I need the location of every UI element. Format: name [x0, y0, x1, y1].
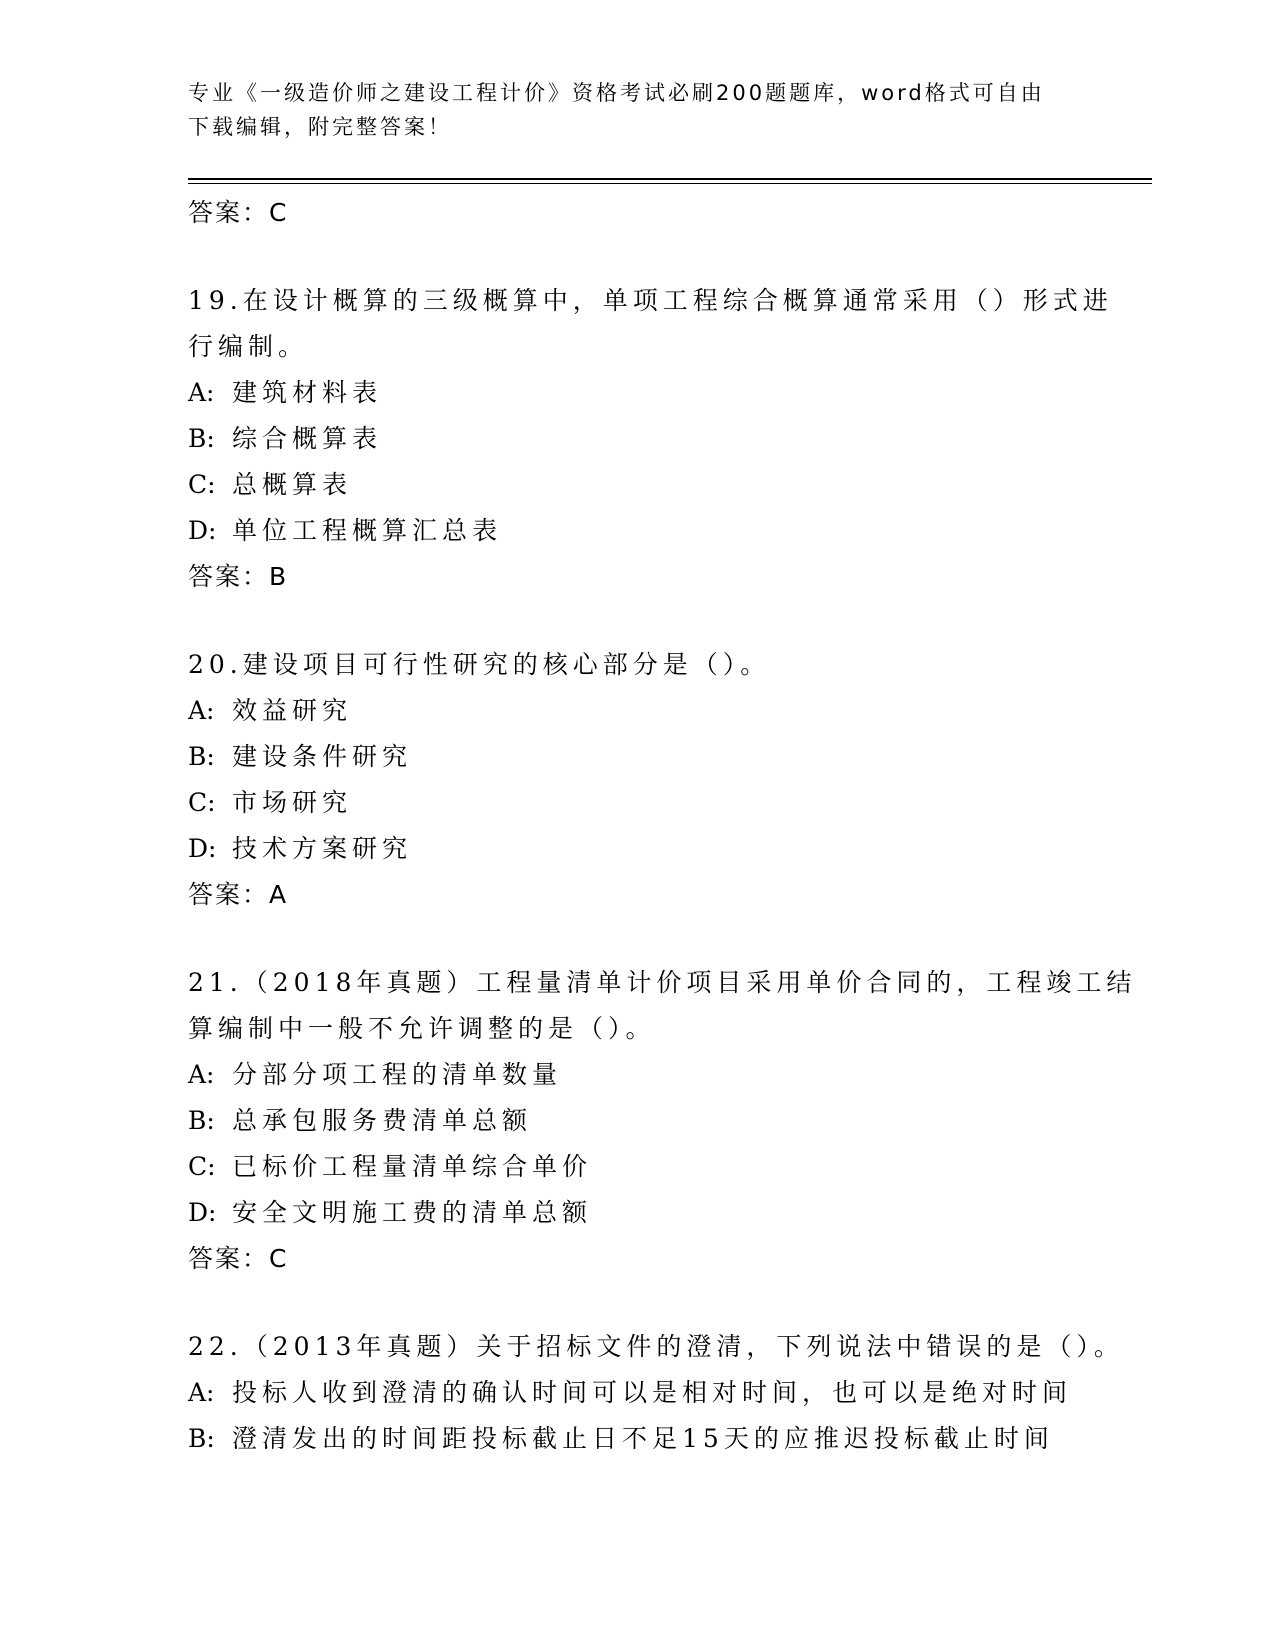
answer-line: 答案：A: [188, 880, 289, 909]
option-letter: A:: [188, 378, 215, 407]
option-letter: B:: [188, 1106, 215, 1135]
option-text: 技术方案研究: [232, 834, 413, 863]
question-19: [188, 278, 1113, 600]
option-text: 建筑材料表: [232, 378, 383, 407]
option-a: [188, 688, 1088, 734]
question-stem: 21.（2018年真题）工程量清单计价项目采用单价合同的，工程竣工结: [188, 968, 1137, 997]
option-b: [188, 1416, 1088, 1462]
header-divider-thin: [188, 183, 1152, 184]
option-c: [188, 780, 1088, 826]
option-letter: D:: [188, 1198, 217, 1227]
option-c: [188, 462, 1088, 508]
option-d: [188, 508, 1088, 554]
option-letter: C:: [188, 788, 216, 817]
option-letter: B:: [188, 424, 215, 453]
option-text: 安全文明施工费的清单总额: [232, 1198, 593, 1227]
option-text: 总概算表: [232, 470, 353, 499]
header-divider-thick: [188, 178, 1152, 180]
option-text: 已标价工程量清单综合单价: [232, 1152, 593, 1181]
option-text: 总承包服务费清单总额: [232, 1106, 533, 1135]
option-text: 效益研究: [232, 696, 353, 725]
option-a: [188, 1370, 1088, 1416]
option-letter: A:: [188, 696, 215, 725]
header-line-2: 下载编辑，附完整答案！: [188, 115, 452, 139]
option-text: 投标人收到澄清的确认时间可以是相对时间，也可以是绝对时间: [232, 1378, 1073, 1407]
option-text: 综合概算表: [232, 424, 383, 453]
option-letter: D:: [188, 834, 217, 863]
option-letter: D:: [188, 516, 217, 545]
question-stem: 22.（2013年真题）关于招标文件的澄清，下列说法中错误的是（）。: [188, 1332, 1124, 1361]
question-list: [188, 190, 1137, 1462]
option-text: 市场研究: [232, 788, 353, 817]
option-letter: C:: [188, 470, 216, 499]
answer-line: 答案：C: [188, 1244, 289, 1273]
answer-line: 答案：C: [188, 198, 289, 227]
option-text: 分部分项工程的清单数量: [232, 1060, 563, 1089]
option-text: 单位工程概算汇总表: [232, 516, 503, 545]
option-d: [188, 826, 1088, 872]
option-b: [188, 734, 1088, 780]
question-stem-continued: 算编制中一般不允许调整的是（）。: [188, 1014, 656, 1043]
option-letter: B:: [188, 1424, 215, 1453]
answer-line: 答案：B: [188, 562, 289, 591]
option-a: [188, 1052, 1088, 1098]
question-stem: 19.在设计概算的三级概算中，单项工程综合概算通常采用（）形式进: [188, 286, 1113, 315]
page-header: [188, 76, 1068, 144]
question-22: [188, 1324, 1124, 1462]
option-a: [188, 370, 1088, 416]
option-b: [188, 1098, 1088, 1144]
option-letter: B:: [188, 742, 215, 771]
option-letter: A:: [188, 1378, 215, 1407]
question-stem-continued: 行编制。: [188, 332, 309, 361]
option-d: [188, 1190, 1088, 1236]
question-21: [188, 960, 1137, 1282]
option-text: 建设条件研究: [232, 742, 413, 771]
option-b: [188, 416, 1088, 462]
question-stem: 20.建设项目可行性研究的核心部分是（）。: [188, 650, 771, 679]
option-c: [188, 1144, 1088, 1190]
option-text: 澄清发出的时间距投标截止日不足15天的应推迟投标截止时间: [232, 1424, 1054, 1453]
header-line-1: 专业《一级造价师之建设工程计价》资格考试必刷200题题库，word格式可自由: [188, 81, 1045, 105]
option-letter: A:: [188, 1060, 215, 1089]
question-20: [188, 642, 1088, 918]
option-letter: C:: [188, 1152, 216, 1181]
